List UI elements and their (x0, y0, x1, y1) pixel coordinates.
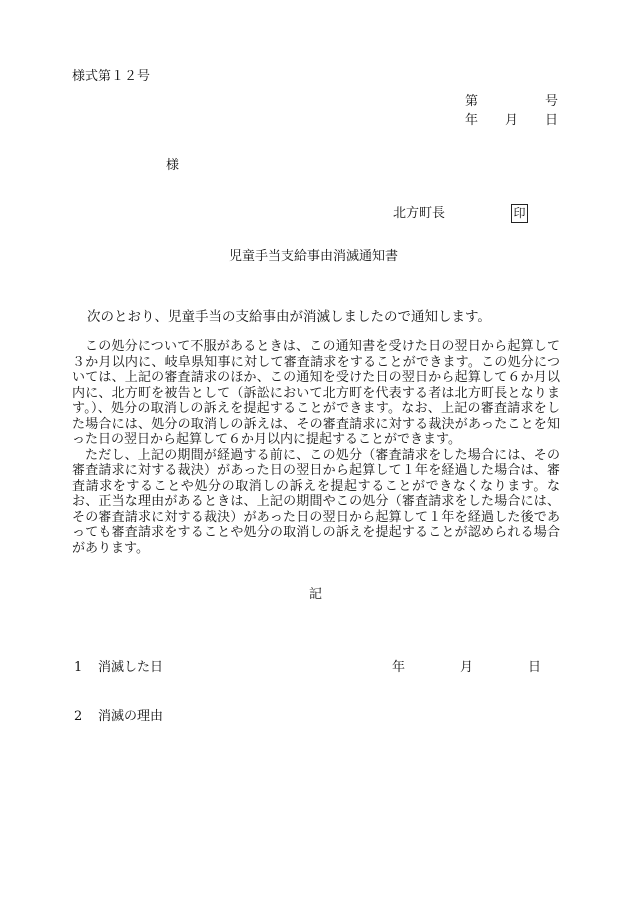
issuer-title: 北方町長 (393, 206, 446, 221)
document-title: 児童手当支給事由消滅通知書 (229, 249, 399, 264)
seal-stamp: 印 (511, 204, 528, 223)
intro-sentence: 次のとおり、児童手当の支給事由が消滅しましたので通知します。 (87, 309, 491, 325)
appeal-paragraph-2: ただし、上記の期間が経過する前に、この処分（審査請求をした場合には、その審査請求に対する裁決）があった日の翌日から起算して１年を経過した場合は、審査請求をすることや処分の取消しの訴えを提起することができなくなります。なお、正当な理由があるときは、上記の期間やこの処分（審査請求をした場合には、その審査請求に対する裁決）があった日の翌日から起算して１年を経過した後であっても審査請求をすることや処分の取消しの訴えを提起することが認められる場合があります。 (72, 447, 560, 556)
ki-heading: 記 (309, 587, 323, 602)
extinction-date-year: 年 (392, 660, 406, 675)
document-number-suffix: 号 (545, 94, 559, 109)
appeal-paragraph-1: この処分について不服があるときは、この通知書を受けた日の翌日から起算して３か月以内に、岐阜県知事に対して審査請求をすることができます。この処分については、上記の審査請求のほか、この通知を受けた日の翌日から起算して６か月以内に、北方町を被告として（訴訟において北方町を代表する者は北方町長となります。）、処分の取消しの訴えを提起することができます。なお、上記の審査請求をした場合には、処分の取消しの訴えは、その審査請求に対する裁決があったことを知った日の翌日から起算して６か月以内に提起することができます。 (72, 339, 560, 447)
extinction-date-day: 日 (528, 660, 542, 675)
issue-date-month: 月 (505, 113, 519, 128)
appeal-notice-body (72, 339, 560, 556)
issue-date-year: 年 (465, 113, 479, 128)
item-number: 2 (74, 709, 83, 724)
item-label-extinction-date: 消滅した日 (98, 660, 164, 675)
extinction-date-month: 月 (460, 660, 474, 675)
form-number: 様式第１２号 (72, 69, 151, 84)
addressee-honorific: 様 (166, 158, 180, 173)
item-number: 1 (74, 660, 83, 675)
document-number-label: 第 (465, 94, 479, 109)
issue-date-day: 日 (545, 113, 559, 128)
item-label-extinction-reason: 消滅の理由 (98, 709, 164, 724)
